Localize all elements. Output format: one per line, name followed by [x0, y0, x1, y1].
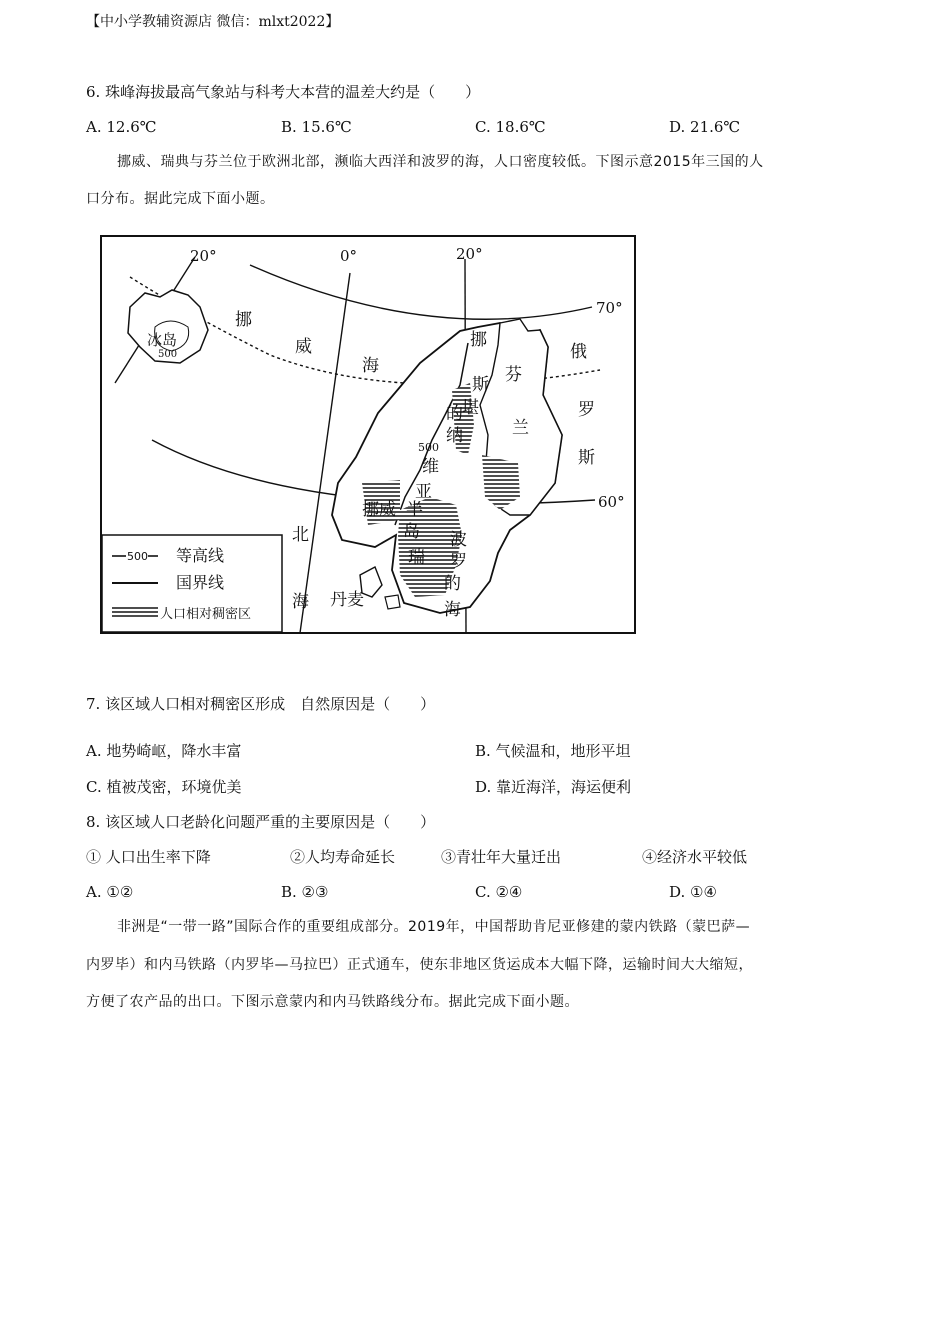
label-peninsula-1: 维 — [422, 457, 439, 477]
question-7-stem: 7. 该区域人口相对稠密区形成 自然原因是（ ） — [86, 695, 436, 713]
legend-contour-value: 500 — [127, 550, 148, 563]
label-russia-3: 斯 — [578, 448, 595, 468]
q8-option-a: A. ①② — [86, 883, 134, 901]
lon-label-20w: 20° — [190, 247, 217, 265]
legend-contour-label: 等高线 — [176, 546, 225, 565]
q7-option-d: D. 靠近海洋，海运便利 — [475, 778, 632, 796]
question-6-stem: 6. 珠峰海拔最高气象站与科考大本营的温差大约是（ ） — [86, 83, 481, 101]
passage2-line2: 内罗毕）和内马铁路（内罗毕—马拉巴）正式通车，使东非地区货运成本大幅下降，运输时间大大缩短， — [86, 957, 753, 973]
lon-label-0: 0° — [340, 247, 358, 265]
legend-border-label: 国界线 — [176, 573, 225, 592]
label-mountains-3: 的 — [446, 404, 463, 424]
q7-option-b: B. 气候温和，地形平坦 — [475, 742, 631, 760]
passage1-line2: 口分布。据此完成下面小题。 — [86, 191, 275, 207]
label-denmark: 丹麦 — [330, 590, 364, 610]
label-peninsula-4: 岛 — [403, 522, 420, 542]
label-baltic-sea-1: 波 — [450, 530, 467, 550]
q8-option-d: D. ①④ — [669, 883, 717, 901]
label-norway: 挪威 — [362, 500, 396, 520]
label-norwegian-sea-3: 海 — [362, 356, 379, 376]
legend-dense-label: 人口相对稠密区 — [160, 607, 252, 622]
label-finland-1: 芬 — [505, 365, 522, 385]
q6-option-c: C. 18.6℃ — [475, 118, 546, 136]
denmark-island — [385, 595, 400, 609]
label-mountains-4: 纳 — [446, 426, 463, 446]
label-peninsula-3: 半 — [406, 500, 423, 520]
label-norway-top: 挪 — [470, 330, 487, 350]
label-baltic-sea-4: 海 — [444, 600, 461, 620]
label-baltic-sea-3: 的 — [444, 574, 461, 594]
label-north-sea-1: 北 — [292, 525, 309, 545]
map-legend — [102, 535, 282, 632]
label-baltic-sea-2: 罗 — [450, 552, 467, 572]
passage2-line3: 方便了农产品的出口。下图示意蒙内和内马铁路线分布。据此完成下面小题。 — [86, 994, 579, 1010]
q7-option-a: A. 地势崎岖，降水丰富 — [86, 742, 242, 760]
passage1-line1: 挪威、瑞典与芬兰位于欧洲北部，濒临大西洋和波罗的海，人口密度较低。下图示意2015年三国的人 — [117, 154, 764, 170]
q6-option-d: D. 21.6℃ — [669, 118, 741, 136]
q6-option-b: B. 15.6℃ — [281, 118, 352, 136]
label-sweden-1: 瑞 — [408, 548, 425, 568]
label-iceland-contour: 500 — [158, 349, 178, 360]
q6-option-a: A. 12.6℃ — [86, 118, 157, 136]
label-finland-2: 兰 — [512, 418, 529, 438]
q8-item-1: ① 人口出生率下降 — [86, 848, 211, 866]
legend-dense-swatch — [112, 605, 158, 619]
q8-item-2: ②人均寿命延长 — [290, 848, 396, 866]
q8-item-4: ④经济水平较低 — [642, 848, 748, 866]
lat-label-70: 70° — [596, 299, 623, 317]
label-russia-2: 罗 — [578, 400, 595, 420]
lon-label-20e: 20° — [456, 245, 483, 263]
label-russia-1: 俄 — [570, 342, 587, 362]
label-peninsula-2: 亚 — [415, 482, 432, 502]
label-mountains-1: 斯 — [472, 375, 489, 395]
passage2-line1: 非洲是“一带一路”国际合作的重要组成部分。2019年，中国帮助肯尼亚修建的蒙内铁路（蒙巴萨— — [117, 919, 751, 935]
label-north-sea-2: 海 — [292, 592, 309, 612]
q8-option-c: C. ②④ — [475, 883, 523, 901]
scandinavia-population-map — [100, 235, 636, 635]
label-norwegian-sea-2: 威 — [295, 337, 312, 357]
lat-label-60: 60° — [598, 493, 625, 511]
question-8-stem: 8. 该区域人口老龄化问题严重的主要原因是（ ） — [86, 813, 436, 831]
page-header: 【中小学教辅资源店 微信：mlxt2022】 — [86, 14, 340, 30]
q8-item-3: ③青壮年大量迁出 — [441, 848, 562, 866]
label-norwegian-sea-1: 挪 — [235, 310, 252, 330]
label-iceland: 冰岛 — [147, 331, 178, 349]
q7-option-c: C. 植被茂密，环境优美 — [86, 778, 242, 796]
label-mountains-2: 堪 — [462, 398, 479, 418]
q8-option-b: B. ②③ — [281, 883, 329, 901]
label-mountain-contour: 500 — [418, 441, 439, 454]
